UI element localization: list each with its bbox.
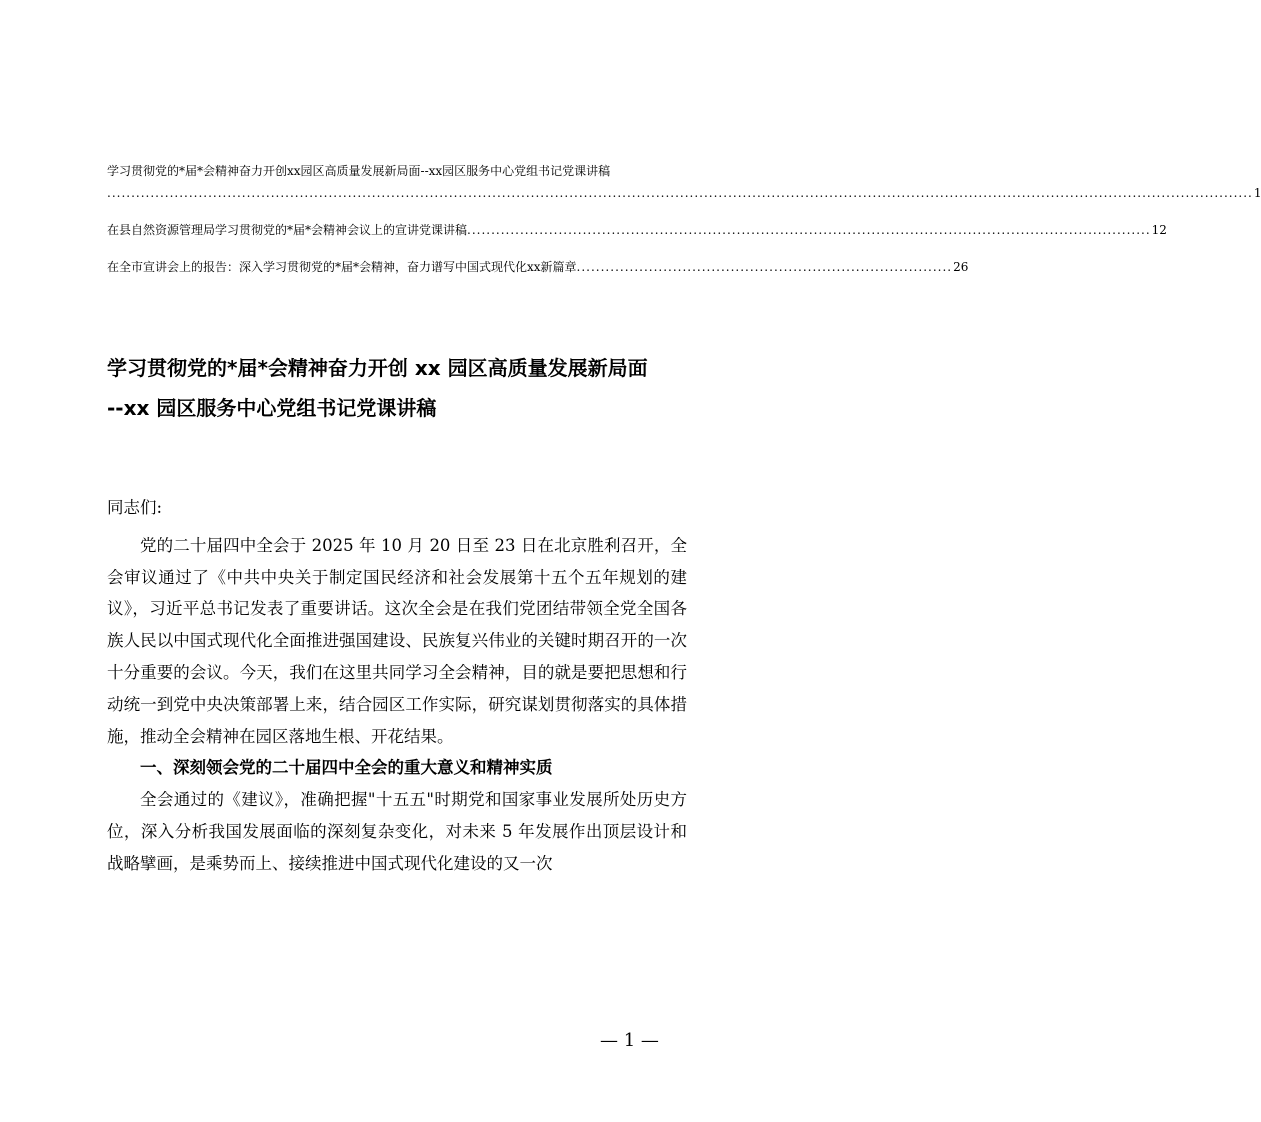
salutation: 同志们: — [107, 498, 163, 517]
section-heading-1: 一、深刻领会党的二十届四中全会的重大意义和精神实质 — [140, 758, 553, 778]
table-of-contents — [107, 160, 1261, 278]
title-line-1: 学习贯彻党的*届*会精神奋力开创 xx 园区高质量发展新局面 — [107, 356, 648, 380]
toc-entry-title: 在县自然资源管理局学习贯彻党的*届*会精神会议上的宣讲党课讲稿 — [107, 223, 468, 237]
paragraph-section-1: 全会通过的《建议》，准确把握"十五五"时期党和国家事业发展所处历史方位，深入分析我国发展面临的深刻复杂变化，对未来 5 年发展作出顶层设计和战略擘画，是乘势而上、接续推进中国式现代化建设的又一次 — [107, 790, 687, 873]
toc-page-number: 12 — [1151, 223, 1167, 237]
toc-leader-dots: .............................................................................. — [576, 260, 953, 274]
title-line-2: --xx 园区服务中心党组书记党课讲稿 — [107, 396, 437, 420]
document-title — [107, 348, 707, 428]
toc-page-number: 26 — [953, 260, 969, 274]
toc-leader-dots: .............................................................................................................................................................................................................................................. — [107, 186, 1253, 200]
toc-entry[interactable] — [107, 219, 1167, 241]
toc-entry-title: 在全市宣讲会上的报告：深入学习贯彻党的*届*会精神，奋力谱写中国式现代化xx新篇章 — [107, 260, 577, 274]
document-body — [107, 492, 687, 880]
paragraph-intro: 党的二十届四中全会于 2025 年 10 月 20 日至 23 日在北京胜利召开，全会审议通过了《中共中央关于制定国民经济和社会发展第十五个五年规划的建议》，习近平总书记发表了重要讲话。这次全会是在我们党团结带领全党全国各族人民以中国式现代化全面推进强国建设、民族复兴伟业的关键时期召开的一次十分重要的会议。今天，我们在这里共同学习全会精神，目的就是要把思想和行动统一到党中央决策部署上来，结合园区工作实际，研究谋划贯彻落实的具体措施，推动全会精神在园区落地生根、开花结果。 — [107, 535, 687, 746]
toc-page-number: 1 — [1253, 186, 1261, 200]
toc-entry[interactable] — [107, 256, 969, 278]
toc-leader-dots: .............................................................................................................................................. — [467, 223, 1151, 237]
page-number: — 1 — — [600, 1030, 659, 1051]
toc-entry[interactable] — [107, 160, 1261, 204]
toc-entry-title: 学习贯彻党的*届*会精神奋力开创xx园区高质量发展新局面--xx园区服务中心党组书记党课讲稿 — [107, 164, 611, 178]
